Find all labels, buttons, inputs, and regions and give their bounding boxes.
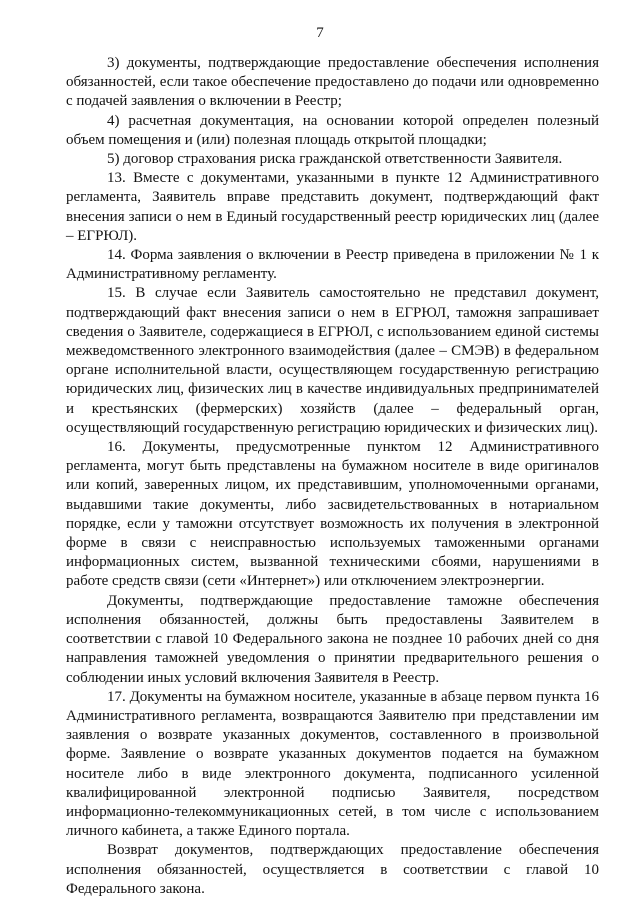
paragraph-item-3-documents-security: 3) документы, подтверждающие предоставление обеспечения исполнения обязанностей, если такое обеспечение предоставлено до подачи или одновременно с подачей заявления о включении в Реестр; [66,55,599,110]
paragraph-clause-16-security-docs: Документы, подтверждающие предоставление таможне обеспечения исполнения обязанностей, должны быть предоставлены Заявителем в соответствии с главой 10 Федерального закона не позднее 10 рабочих дней со дня направления таможней уведомления о принятии предварительного решения о соблюдении иных условий включения Заявителя в Реестр. [66,592,599,686]
paragraph-clause-14: 14. Форма заявления о включении в Реестр приведена в приложении № 1 к Административному регламенту. [66,247,599,283]
paragraph-clause-13: 13. Вместе с документами, указанными в пункте 12 Административного регламента, Заявитель вправе представить документ, подтверждающий факт внесения записи о нем в Единый государственный реестр юридических лиц (далее – ЕГРЮЛ). [66,170,599,244]
document-body [66,54,599,899]
paragraph-clause-17-return: Возврат документов, подтверждающих предоставление обеспечения исполнения обязанностей, осуществляется в соответствии с главой 10 Федерального закона. [66,842,599,897]
paragraph-item-4-calculation-docs: 4) расчетная документация, на основании которой определен полезный объем помещения и (или) полезная площадь открытой площадки; [66,112,599,148]
paragraph-item-5-insurance-contract: 5) договор страхования риска гражданской ответственности Заявителя. [107,151,563,168]
page-number: 7 [316,25,324,41]
paragraph-clause-15: 15. В случае если Заявитель самостоятельно не представил документ, подтверждающий факт внесения записи о нем в ЕГРЮЛ, таможня запрашивает сведения о Заявителе, содержащиеся в ЕГРЮЛ, с использованием единой системы межведомственного электронного взаимодействия (далее – СМЭВ) в федеральном органе исполнительной власти, осуществляющем государственную регистрацию юридических лиц, физических лиц в качестве индивидуальных предпринимателей и крестьянских (фермерских) хозяйств (далее – федеральный орган, осуществляющий государственную регистрацию юридических и физических лиц). [66,285,599,436]
paragraph-clause-17: 17. Документы на бумажном носителе, указанные в абзаце первом пункта 16 Административного регламента, возвращаются Заявителю при представлении им заявления о возврате указанных документов, составленного в произвольной форме. Заявление о возврате указанных документов подается на бумажном носителе либо в виде электронного документа, подписанного усиленной квалифицированной электронной подписью Заявителя, посредством информационно-телекоммуникационных сетей, в том числе с использованием личного кабинета, а также Единого портала. [66,688,599,840]
paragraph-clause-16: 16. Документы, предусмотренные пунктом 12 Административного регламента, могут быть представлены на бумажном носителе в виде оригиналов или копий, заверенных лицом, их представившим, уполномоченными органами, выдавшими такие документы, либо засвидетельствованных в нотариальном порядке, если у таможни отсутствует возможность их получения в электронной форме в связи с неисправностью используемых таможенными органами информационных систем, вызванной техническими сбоями, нарушениями в работе средств связи (сети «Интернет») или отключением электроэнергии. [66,439,599,590]
